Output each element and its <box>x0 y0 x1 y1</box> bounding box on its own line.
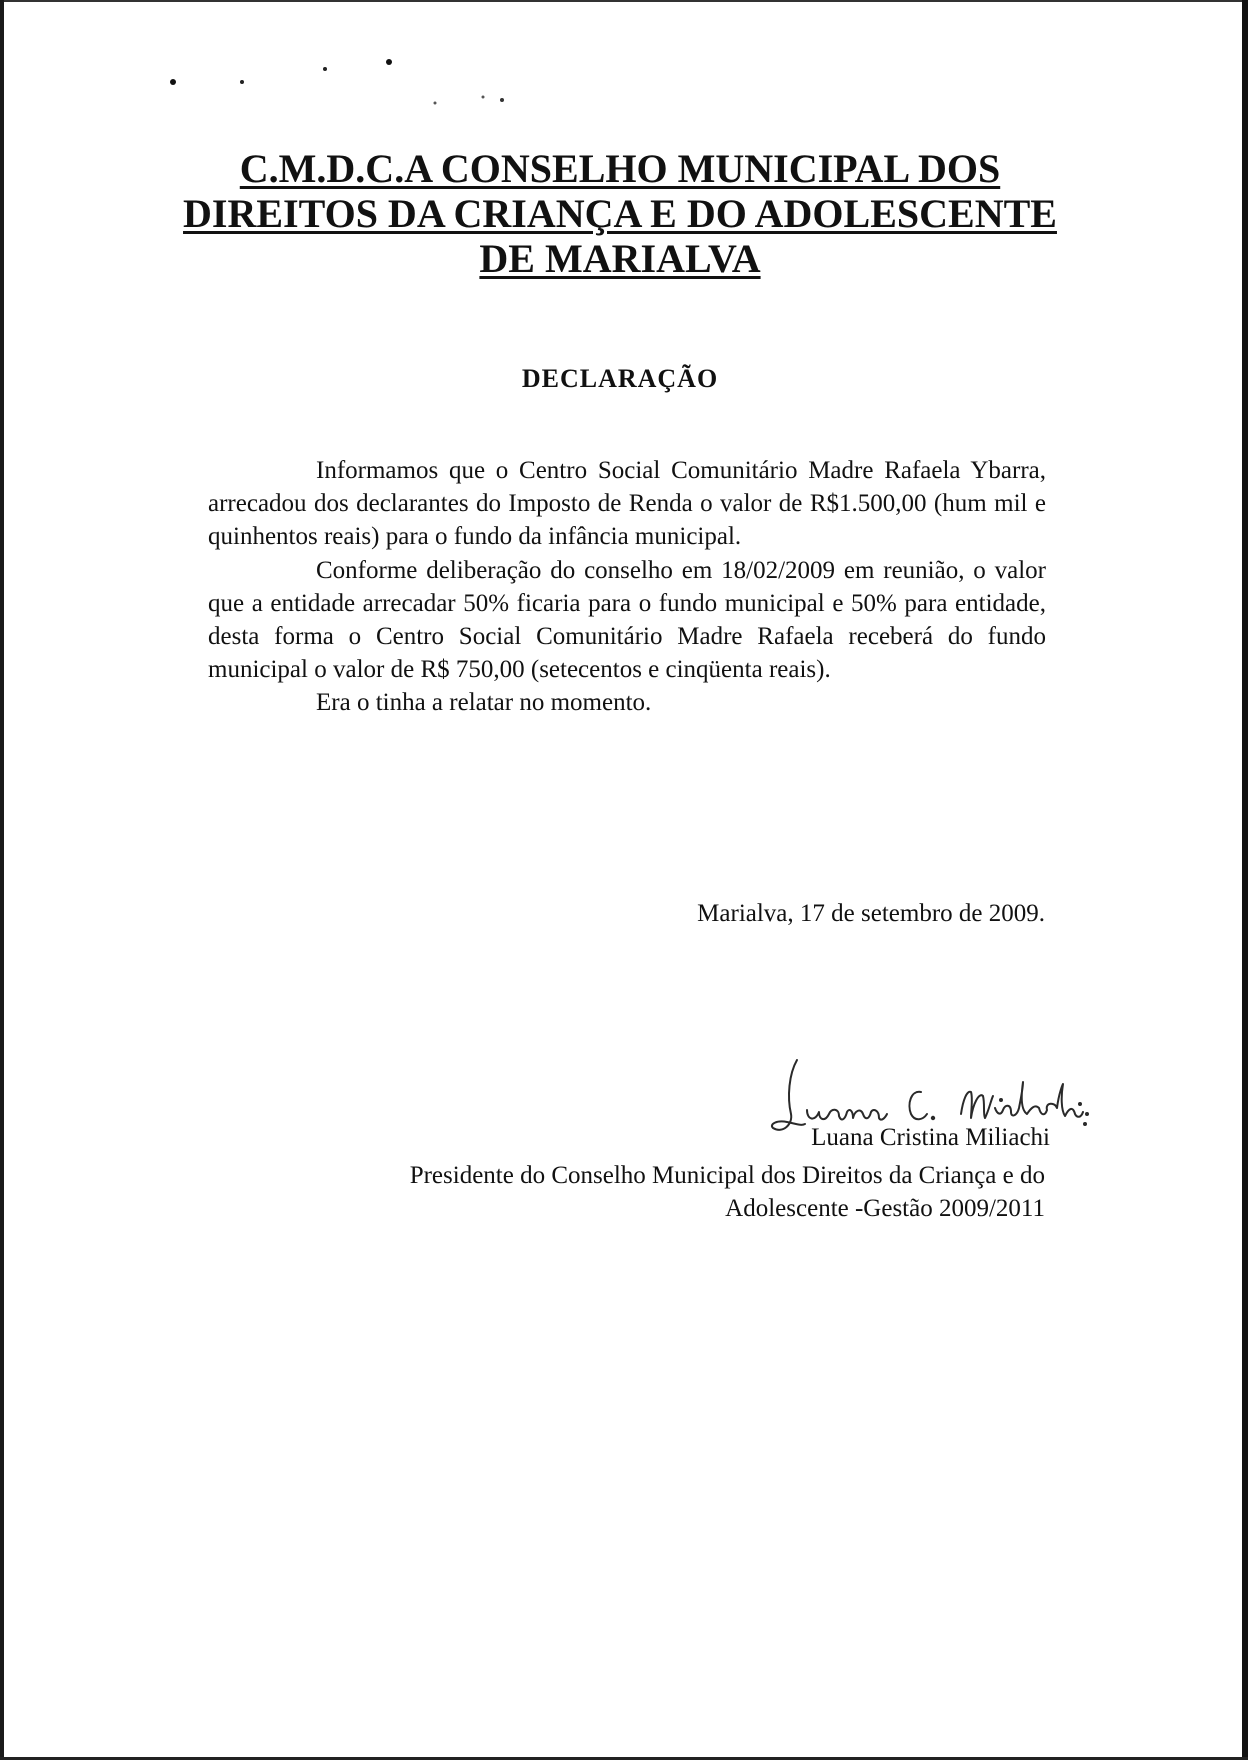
document-body <box>208 454 1046 720</box>
paragraph-closing: Era o tinha a relatar no momento. <box>316 689 652 717</box>
header-line-3: DE MARIALVA <box>479 236 761 281</box>
place-date: Marialva, 17 de setembro de 2009. <box>697 900 1045 927</box>
header-line-1: C.M.D.C.A CONSELHO MUNICIPAL DOS <box>239 146 1001 191</box>
paragraph-donation: Informamos que o Centro Social Comunitário Madre Rafaela Ybarra, arrecadou dos declarantes do Imposto de Renda o valor de R$1.500,00 (hum mil e quinhentos reais) para o fundo da infância municipal. <box>208 457 1046 551</box>
scan-edge-right <box>1242 0 1248 1760</box>
paragraph-deliberation: Conforme deliberação do conselho em 18/02/2009 em reunião, o valor que a entidade arrecadar 50% ficaria para o fundo municipal e 50% para entidade, desta forma o Centro Social Comunitário Madre Rafaela receberá do fundo municipal o valor de R$ 750,00 (setecentos e cinqüenta reais). <box>208 556 1046 684</box>
signer-name: Luana Cristina Miliachi <box>811 1124 1050 1151</box>
header-line-2: DIREITOS DA CRIANÇA E DO ADOLESCENTE <box>183 191 1057 236</box>
scan-specks <box>0 0 1248 130</box>
signer-role <box>285 1159 1045 1225</box>
document-title: DECLARAÇÃO <box>521 364 719 393</box>
signer-role-line-2: Adolescente -Gestão 2009/2011 <box>725 1195 1045 1222</box>
signer-role-line-1: Presidente do Conselho Municipal dos Direitos da Criança e do <box>409 1162 1045 1189</box>
scan-edge-left <box>0 0 4 1760</box>
council-header <box>180 146 1060 281</box>
